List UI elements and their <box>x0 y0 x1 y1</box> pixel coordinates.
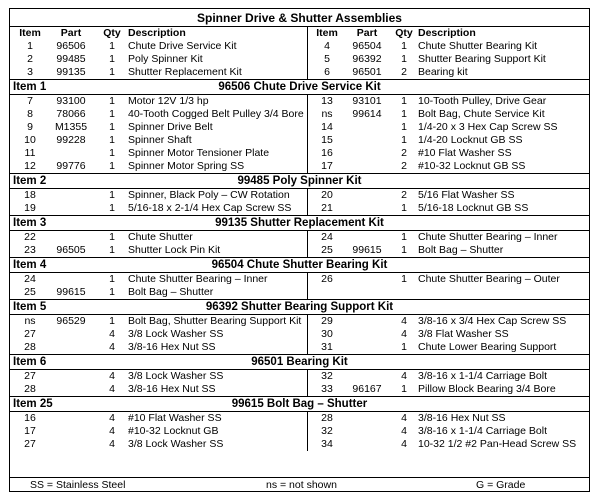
cell-qty: 4 <box>401 328 407 340</box>
cell-qty: 4 <box>401 370 407 382</box>
legend-g: G = Grade <box>476 479 526 491</box>
cell-desc: Chute Shutter Bearing – Inner <box>128 273 268 285</box>
section-title: 96504 Chute Shutter Bearing Kit <box>211 259 388 271</box>
cell-part: 96529 <box>56 315 86 327</box>
section-title: 99485 Poly Spinner Kit <box>237 175 362 187</box>
cell-item: 18 <box>24 189 36 201</box>
cell-qty: 1 <box>401 341 407 353</box>
cell-part: 99776 <box>56 160 86 172</box>
cell-desc: Spinner Motor Tensioner Plate <box>128 147 270 159</box>
col-description: Description <box>418 27 476 39</box>
column-divider <box>307 188 308 215</box>
cell-qty: 1 <box>109 40 115 52</box>
section-label: Item 6 <box>13 356 47 368</box>
cell-desc: Spinner Shaft <box>128 134 192 146</box>
cell-qty: 4 <box>109 412 115 424</box>
cell-item: 19 <box>24 202 36 214</box>
cell-item: 5 <box>324 53 330 65</box>
cell-item: 31 <box>321 341 333 353</box>
cell-desc: Bolt Bag, Shutter Bearing Support Kit <box>128 315 302 327</box>
cell-qty: 4 <box>109 341 115 353</box>
column-divider <box>307 369 308 396</box>
cell-item: 32 <box>321 425 333 437</box>
cell-desc: 10-Tooth Pulley, Drive Gear <box>418 95 547 107</box>
cell-part: 96501 <box>352 66 382 78</box>
cell-desc: 3/8 Lock Washer SS <box>128 438 224 450</box>
section-label: Item 4 <box>13 259 47 271</box>
cell-item: 2 <box>27 53 33 65</box>
cell-item: 10 <box>24 134 36 146</box>
column-divider <box>307 272 308 299</box>
cell-desc: Chute Shutter Bearing – Outer <box>418 273 560 285</box>
cell-qty: 4 <box>109 425 115 437</box>
cell-desc: 3/8-16 Hex Nut SS <box>418 412 506 424</box>
cell-desc: #10-32 Locknut GB <box>128 425 219 437</box>
cell-part: 96167 <box>352 383 382 395</box>
cell-qty: 1 <box>401 383 407 395</box>
cell-qty: 1 <box>401 231 407 243</box>
cell-qty: 4 <box>109 370 115 382</box>
cell-item: 13 <box>321 95 333 107</box>
section-label: Item 2 <box>13 175 47 187</box>
cell-item: 6 <box>324 66 330 78</box>
cell-qty: 1 <box>401 53 407 65</box>
cell-desc: Chute Shutter <box>128 231 193 243</box>
cell-item: 28 <box>321 412 333 424</box>
cell-item: 15 <box>321 134 333 146</box>
cell-desc: Chute Lower Bearing Support <box>418 341 557 353</box>
cell-item: 4 <box>324 40 330 52</box>
cell-qty: 2 <box>401 160 407 172</box>
cell-qty: 1 <box>109 95 115 107</box>
cell-desc: 1/4-20 Locknut GB SS <box>418 134 523 146</box>
table-title: Spinner Drive & Shutter Assemblies <box>197 11 402 25</box>
cell-qty: 1 <box>401 134 407 146</box>
cell-qty: 1 <box>109 202 115 214</box>
cell-desc: Spinner Motor Spring SS <box>128 160 245 172</box>
cell-qty: 2 <box>401 147 407 159</box>
cell-qty: 1 <box>109 108 115 120</box>
cell-desc: Bolt Bag, Chute Service Kit <box>418 108 545 120</box>
cell-item: 34 <box>321 438 333 450</box>
cell-item: 11 <box>24 147 36 159</box>
cell-item: 30 <box>321 328 333 340</box>
cell-qty: 1 <box>109 121 115 133</box>
cell-qty: 2 <box>401 189 407 201</box>
cell-part: 93100 <box>56 95 86 107</box>
cell-item: ns <box>24 315 36 327</box>
cell-item: 28 <box>24 341 36 353</box>
cell-part: 93101 <box>352 95 382 107</box>
cell-desc: 3/8-16 Hex Nut SS <box>128 341 216 353</box>
cell-qty: 1 <box>401 95 407 107</box>
cell-item: 21 <box>321 202 333 214</box>
cell-desc: #10 Flat Washer SS <box>128 412 222 424</box>
cell-item: 3 <box>27 66 33 78</box>
cell-item: 22 <box>24 231 36 243</box>
cell-part: 96506 <box>56 40 86 52</box>
cell-qty: 4 <box>401 315 407 327</box>
section-title: 99135 Shutter Replacement Kit <box>215 217 384 229</box>
section-title: 96506 Chute Drive Service Kit <box>218 81 381 93</box>
section-title: 99615 Bolt Bag – Shutter <box>231 398 368 410</box>
cell-item: 27 <box>24 370 36 382</box>
cell-qty: 1 <box>401 273 407 285</box>
cell-item: ns <box>321 108 333 120</box>
cell-qty: 1 <box>109 160 115 172</box>
cell-desc: #10-32 Locknut GB SS <box>418 160 526 172</box>
cell-part: 96505 <box>56 244 86 256</box>
section-label: Item 3 <box>13 217 47 229</box>
cell-qty: 4 <box>401 438 407 450</box>
cell-desc: Shutter Lock Pin Kit <box>128 244 221 256</box>
cell-qty: 1 <box>109 53 115 65</box>
cell-desc: Shutter Bearing Support Kit <box>418 53 546 65</box>
cell-desc: #10 Flat Washer SS <box>418 147 512 159</box>
cell-item: 33 <box>321 383 333 395</box>
cell-part: 99615 <box>352 244 382 256</box>
cell-part: 99485 <box>56 53 86 65</box>
cell-desc: Bearing kit <box>418 66 468 78</box>
cell-qty: 1 <box>109 273 115 285</box>
cell-item: 25 <box>24 286 36 298</box>
cell-qty: 1 <box>109 147 115 159</box>
column-divider <box>307 230 308 257</box>
cell-item: 12 <box>24 160 36 172</box>
cell-qty: 1 <box>109 231 115 243</box>
cell-item: 9 <box>27 121 33 133</box>
cell-item: 28 <box>24 383 36 395</box>
cell-desc: Bolt Bag – Shutter <box>128 286 214 298</box>
cell-desc: 5/16-18 Locknut GB SS <box>418 202 529 214</box>
cell-qty: 4 <box>109 383 115 395</box>
legend-ns: ns = not shown <box>266 479 337 491</box>
cell-desc: 3/8 Flat Washer SS <box>418 328 509 340</box>
cell-desc: 3/8-16 x 3/4 Hex Cap Screw SS <box>418 315 567 327</box>
divider <box>10 477 589 478</box>
cell-desc: Bolt Bag – Shutter <box>418 244 504 256</box>
cell-desc: 5/16-18 x 2-1/4 Hex Cap Screw SS <box>128 202 292 214</box>
cell-part: 99135 <box>56 66 86 78</box>
cell-desc: Spinner Drive Belt <box>128 121 213 133</box>
cell-qty: 1 <box>109 189 115 201</box>
cell-item: 7 <box>27 95 33 107</box>
cell-qty: 1 <box>401 202 407 214</box>
cell-item: 24 <box>24 273 36 285</box>
cell-qty: 1 <box>109 134 115 146</box>
cell-item: 29 <box>321 315 333 327</box>
col-qty: Qty <box>395 27 413 39</box>
column-divider <box>307 411 308 451</box>
cell-desc: 3/8-16 x 1-1/4 Carriage Bolt <box>418 370 547 382</box>
cell-qty: 1 <box>401 40 407 52</box>
cell-qty: 1 <box>401 244 407 256</box>
section-title: 96392 Shutter Bearing Support Kit <box>205 301 394 313</box>
cell-item: 1 <box>27 40 33 52</box>
cell-qty: 4 <box>109 438 115 450</box>
cell-qty: 1 <box>401 108 407 120</box>
cell-desc: Pillow Block Bearing 3/4 Bore <box>418 383 556 395</box>
cell-desc: 1/4-20 x 3 Hex Cap Screw SS <box>418 121 558 133</box>
cell-part: M1355 <box>54 121 88 133</box>
cell-desc: Shutter Replacement Kit <box>128 66 242 78</box>
section-label: Item 5 <box>13 301 47 313</box>
cell-item: 16 <box>321 147 333 159</box>
col-part: Part <box>60 27 82 39</box>
cell-part: 99614 <box>352 108 382 120</box>
cell-desc: 5/16 Flat Washer SS <box>418 189 515 201</box>
cell-part: 96392 <box>352 53 382 65</box>
cell-desc: 10-32 1/2 #2 Pan-Head Screw SS <box>418 438 577 450</box>
cell-desc: Motor 12V 1/3 hp <box>128 95 209 107</box>
cell-desc: Chute Shutter Bearing – Inner <box>418 231 558 243</box>
cell-desc: 3/8 Lock Washer SS <box>128 328 224 340</box>
cell-item: 24 <box>321 231 333 243</box>
cell-qty: 4 <box>401 425 407 437</box>
cell-item: 16 <box>24 412 36 424</box>
legend-ss: SS = Stainless Steel <box>30 479 126 491</box>
cell-qty: 2 <box>401 66 407 78</box>
cell-desc: 3/8-16 Hex Nut SS <box>128 383 216 395</box>
col-qty: Qty <box>103 27 121 39</box>
cell-desc: 3/8 Lock Washer SS <box>128 370 224 382</box>
cell-item: 23 <box>24 244 36 256</box>
section-title: 96501 Bearing Kit <box>251 356 348 368</box>
cell-qty: 1 <box>401 121 407 133</box>
col-item: Item <box>316 27 338 39</box>
section-label: Item 25 <box>13 398 53 410</box>
cell-qty: 1 <box>109 244 115 256</box>
cell-item: 8 <box>27 108 33 120</box>
cell-qty: 4 <box>401 412 407 424</box>
cell-item: 26 <box>321 273 333 285</box>
cell-part: 99615 <box>56 286 86 298</box>
column-divider <box>307 26 308 79</box>
column-divider <box>307 94 308 173</box>
cell-qty: 1 <box>109 315 115 327</box>
cell-part: 78066 <box>56 108 86 120</box>
cell-item: 27 <box>24 328 36 340</box>
cell-desc: 3/8-16 x 1-1/4 Carriage Bolt <box>418 425 547 437</box>
column-divider <box>307 314 308 354</box>
cell-item: 17 <box>24 425 36 437</box>
cell-desc: 40-Tooth Cogged Belt Pulley 3/4 Bore <box>128 108 304 120</box>
cell-item: 27 <box>24 438 36 450</box>
cell-item: 17 <box>321 160 333 172</box>
cell-qty: 4 <box>109 328 115 340</box>
col-description: Description <box>128 27 186 39</box>
cell-qty: 1 <box>109 286 115 298</box>
cell-qty: 1 <box>109 66 115 78</box>
cell-item: 32 <box>321 370 333 382</box>
cell-item: 20 <box>321 189 333 201</box>
cell-item: 25 <box>321 244 333 256</box>
cell-part: 99228 <box>56 134 86 146</box>
cell-desc: Poly Spinner Kit <box>128 53 203 65</box>
col-part: Part <box>356 27 378 39</box>
cell-desc: Chute Drive Service Kit <box>128 40 237 52</box>
parts-table <box>9 8 590 492</box>
col-item: Item <box>19 27 41 39</box>
section-label: Item 1 <box>13 81 47 93</box>
cell-part: 96504 <box>352 40 382 52</box>
cell-desc: Spinner, Black Poly – CW Rotation <box>128 189 290 201</box>
cell-desc: Chute Shutter Bearing Kit <box>418 40 538 52</box>
cell-item: 14 <box>321 121 333 133</box>
